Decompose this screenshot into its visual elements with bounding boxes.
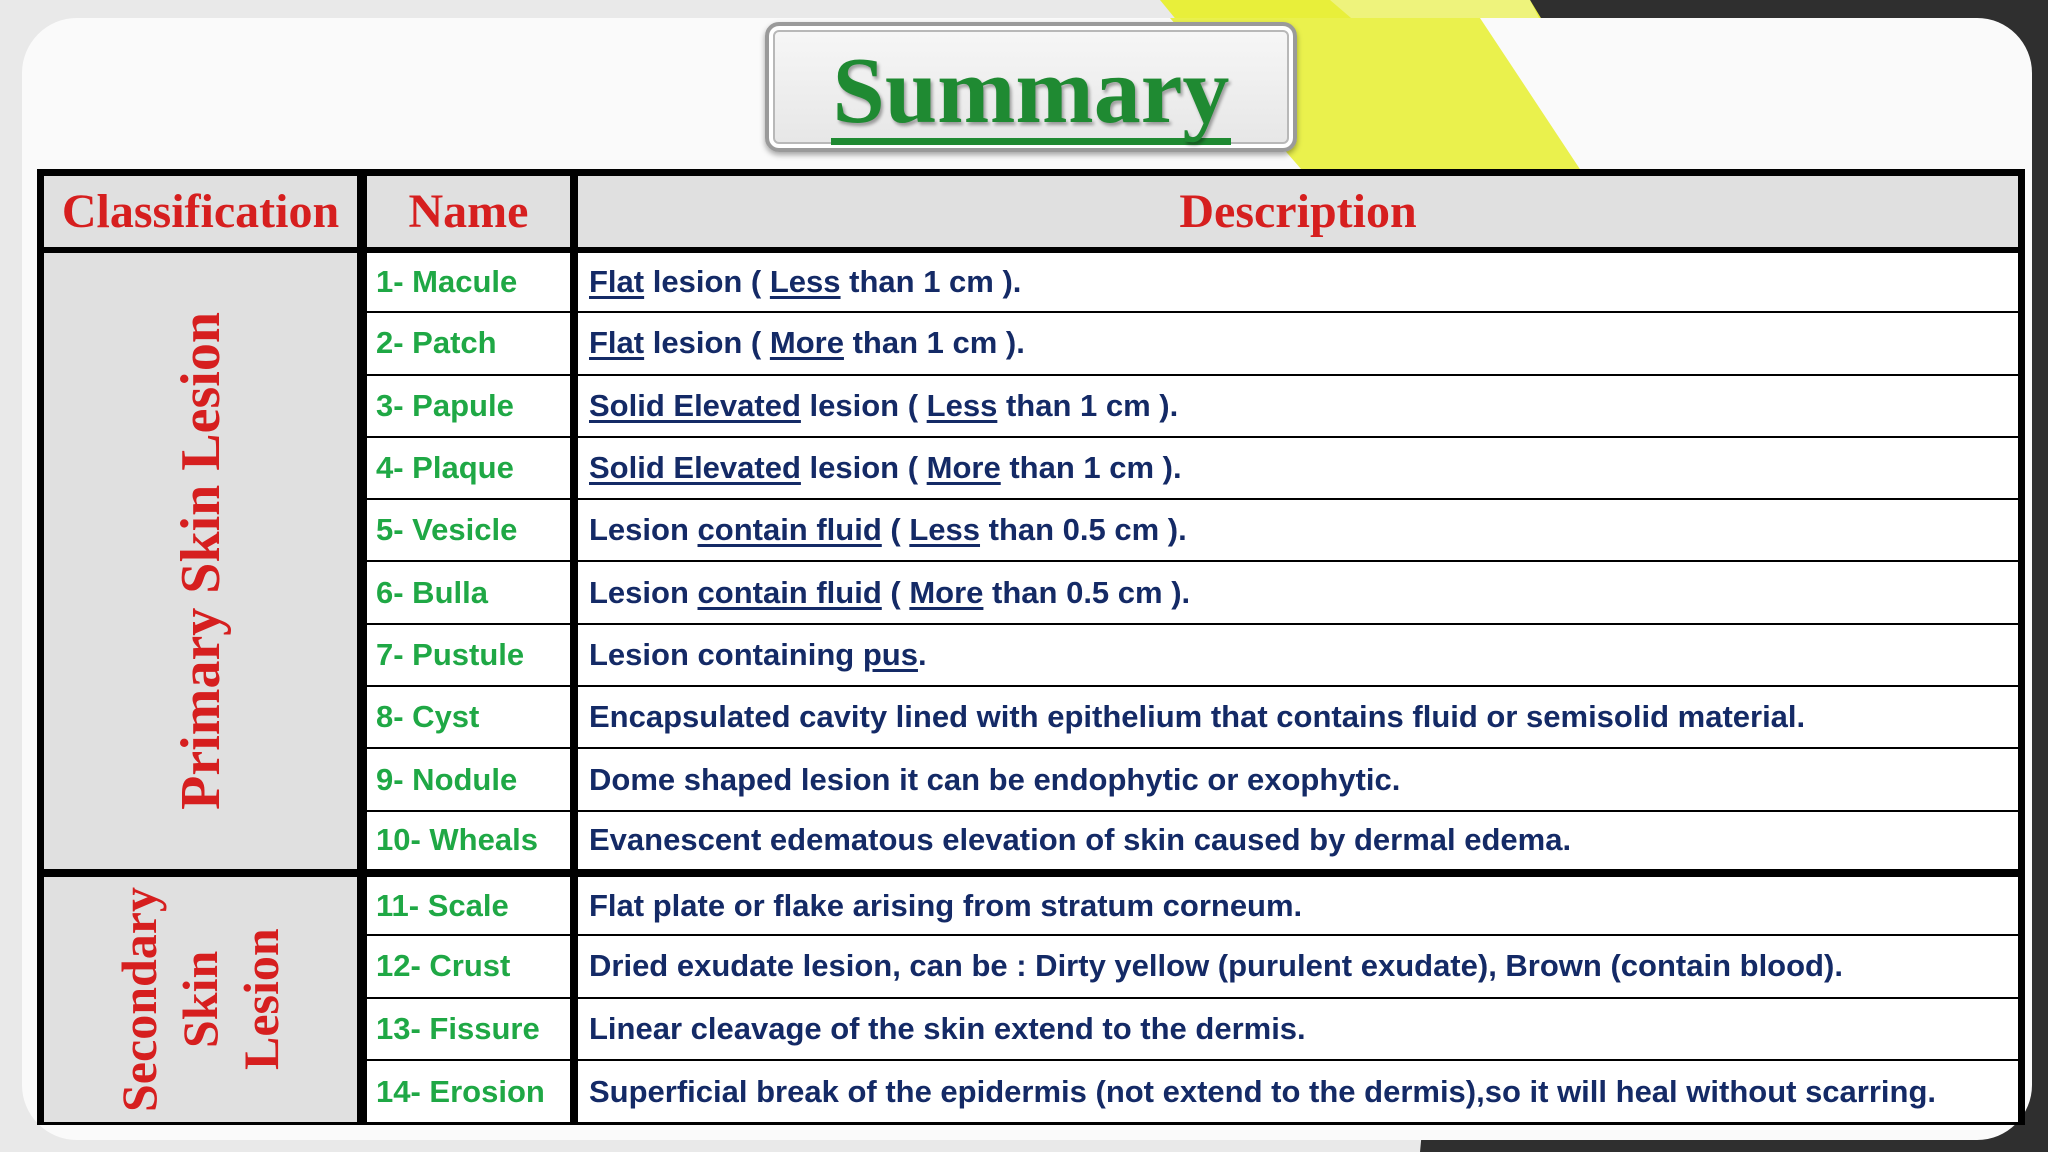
description-text: Lesion xyxy=(589,574,698,610)
description-keyword: Flat xyxy=(589,264,645,300)
description-keyword: More xyxy=(769,325,844,361)
lesion-description xyxy=(574,686,2018,748)
page-title: Summary xyxy=(832,39,1230,143)
description-text: than 0.5 cm ). xyxy=(980,512,1187,548)
description-keyword: contain fluid xyxy=(697,574,882,610)
description-text: Encapsulated cavity lined with epithelium that contains fluid or semisolid material. xyxy=(589,699,1806,735)
header-description: Description xyxy=(574,176,2018,250)
description-keyword: Solid Elevated xyxy=(589,387,801,423)
description-text: ( xyxy=(881,512,910,548)
classification-label-line: Lesion xyxy=(233,928,289,1071)
title-box xyxy=(765,22,1297,152)
lesion-name: 6- Bulla xyxy=(362,561,574,623)
description-text: Superficial break of the epidermis (not extend to the dermis),so it will heal without scarring. xyxy=(589,1073,1937,1109)
description-keyword: Flat xyxy=(589,325,645,361)
description-text: than 1 cm ). xyxy=(997,387,1179,423)
description-keyword: contain fluid xyxy=(697,512,882,548)
table-row xyxy=(44,250,2018,312)
description-text: lesion ( xyxy=(800,450,927,486)
lesion-name: 2- Patch xyxy=(362,312,574,374)
table-row xyxy=(44,873,2018,935)
description-keyword: pus xyxy=(862,636,918,672)
description-keyword: More xyxy=(909,574,984,610)
lesion-description xyxy=(574,312,2018,374)
description-keyword: Solid Elevated xyxy=(589,450,801,486)
lesion-name: 10- Wheals xyxy=(362,811,574,873)
lesion-description xyxy=(574,1060,2018,1122)
description-text: than 1 cm ). xyxy=(843,325,1025,361)
lesion-description xyxy=(574,935,2018,997)
lesion-description xyxy=(574,250,2018,312)
description-keyword: Less xyxy=(926,387,998,423)
description-text: lesion ( xyxy=(800,387,927,423)
summary-table xyxy=(37,169,2025,1125)
lesion-name: 8- Cyst xyxy=(362,686,574,748)
description-text: Dome shaped lesion it can be endophytic or exophytic. xyxy=(589,761,1401,797)
classification-secondary-cell xyxy=(44,873,362,1122)
lesion-description xyxy=(574,873,2018,935)
description-text: than 1 cm ). xyxy=(1000,450,1182,486)
classification-label-line: Primary Skin Lesion xyxy=(169,312,232,810)
description-text: than 0.5 cm ). xyxy=(983,574,1191,610)
description-text: Dried exudate lesion, can be : Dirty yellow (purulent exudate), Brown (contain blood). xyxy=(589,948,1843,984)
lesion-name: 7- Pustule xyxy=(362,624,574,686)
lesion-description xyxy=(574,998,2018,1060)
description-text: Lesion containing xyxy=(589,636,863,672)
lesion-name: 11- Scale xyxy=(362,873,574,935)
lesion-name: 5- Vesicle xyxy=(362,499,574,561)
lesion-name: 9- Nodule xyxy=(362,748,574,810)
description-text: Evanescent edematous elevation of skin caused by dermal edema. xyxy=(589,822,1572,858)
description-keyword: Less xyxy=(909,512,981,548)
description-text: Linear cleavage of the skin extend to the dermis. xyxy=(589,1010,1306,1046)
lesion-name: 12- Crust xyxy=(362,935,574,997)
header-name: Name xyxy=(362,176,574,250)
lesion-name: 4- Plaque xyxy=(362,437,574,499)
description-keyword: Less xyxy=(769,264,841,300)
lesion-name: 3- Papule xyxy=(362,375,574,437)
classification-label-line: Secondary xyxy=(111,887,167,1113)
classification-primary-cell xyxy=(44,250,362,873)
header-row xyxy=(44,176,2018,250)
description-keyword: More xyxy=(926,450,1001,486)
lesion-description xyxy=(574,624,2018,686)
description-text: . xyxy=(917,636,927,672)
lesion-description xyxy=(574,748,2018,810)
lesion-name: 1- Macule xyxy=(362,250,574,312)
lesion-name: 14- Erosion xyxy=(362,1060,574,1122)
table-body xyxy=(44,250,2018,1122)
header-classification: Classification xyxy=(44,176,362,250)
lesion-table xyxy=(44,176,2018,1122)
description-text: Flat plate or flake arising from stratum corneum. xyxy=(589,887,1303,923)
lesion-description xyxy=(574,499,2018,561)
description-text: lesion ( xyxy=(644,325,770,361)
lesion-description xyxy=(574,811,2018,873)
classification-label xyxy=(169,312,233,810)
lesion-description xyxy=(574,437,2018,499)
lesion-description xyxy=(574,375,2018,437)
description-text: ( xyxy=(881,574,910,610)
lesion-name: 13- Fissure xyxy=(362,998,574,1060)
classification-label xyxy=(109,887,292,1112)
description-text: lesion ( xyxy=(644,264,770,300)
lesion-description xyxy=(574,561,2018,623)
classification-label-line: Skin xyxy=(172,950,228,1049)
description-text: than 1 cm ). xyxy=(840,264,1022,300)
description-text: Lesion xyxy=(589,512,698,548)
